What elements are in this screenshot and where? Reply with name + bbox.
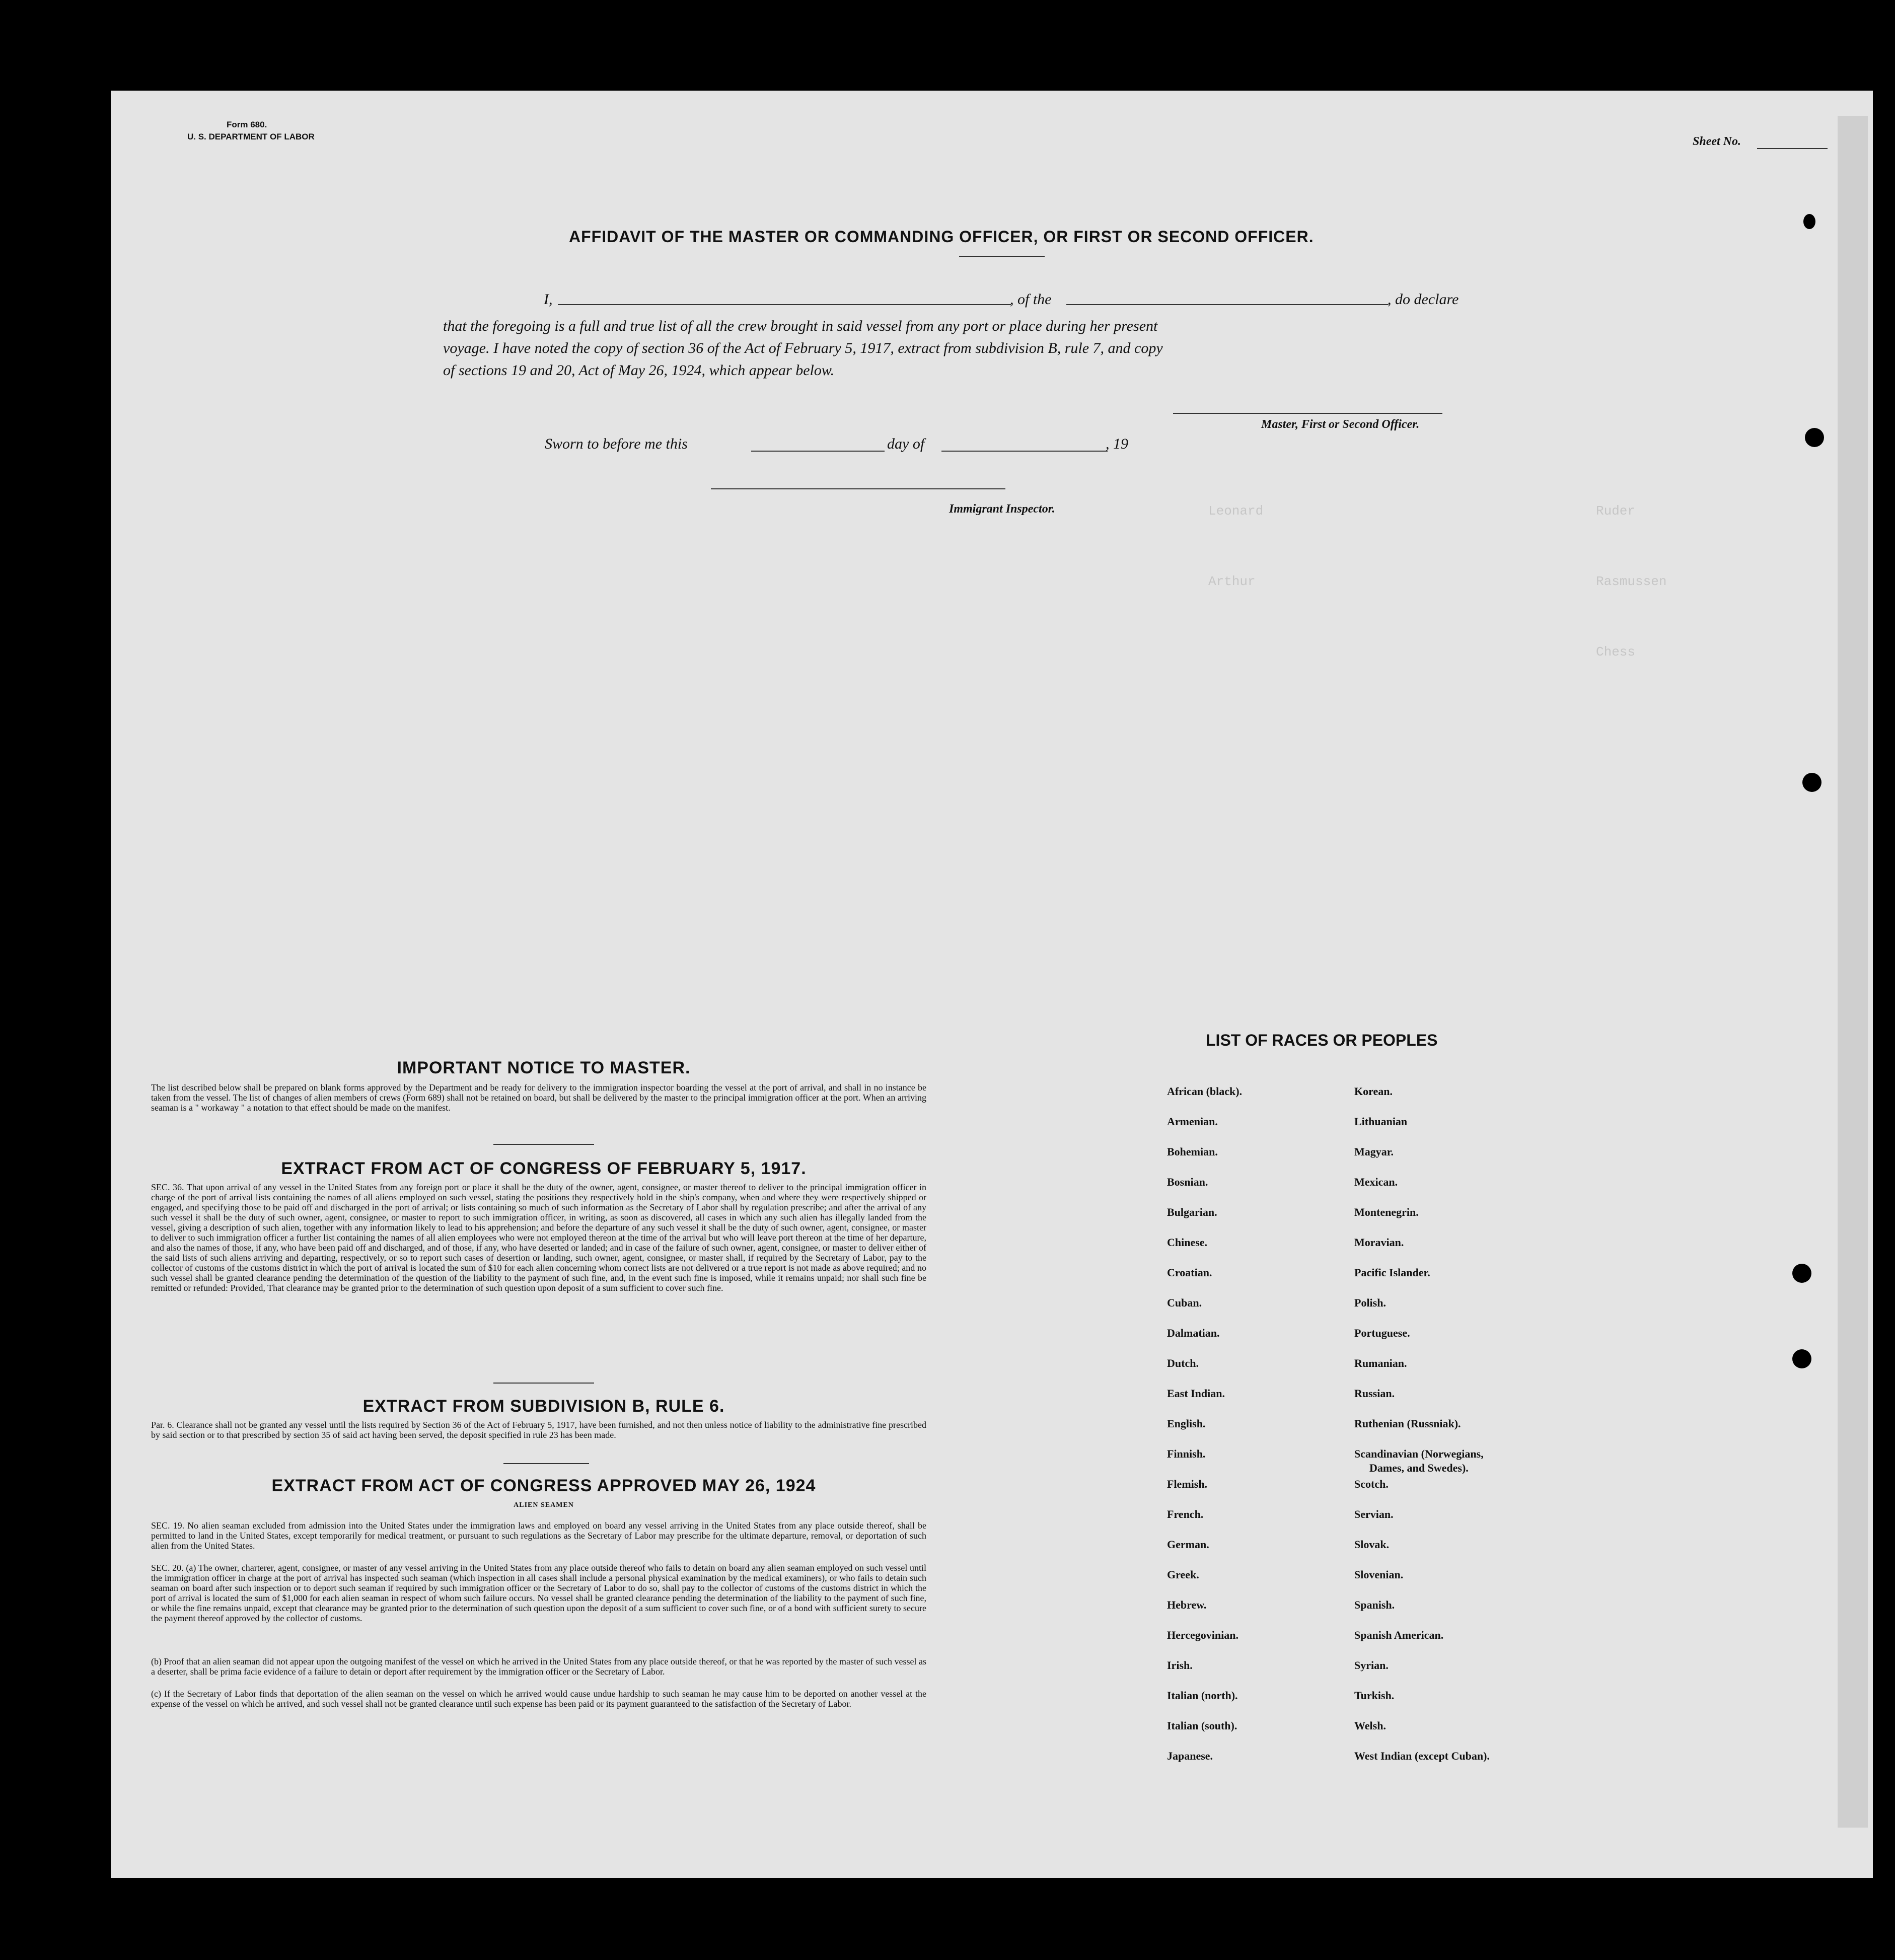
race-item: East Indian.: [1167, 1387, 1225, 1400]
race-item: Bohemian.: [1167, 1145, 1218, 1158]
race-item: Welsh.: [1354, 1719, 1386, 1732]
notice-text: The list described below shall be prepared on blank forms approved by the Department and be ready for delivery to the immigration inspector boarding the vessel at the port of arrival, and shall in no instance be taken from the vessel. The list of changes of alien members of crews (Form 689) shall not be retained on board, but shall be delivered by the master to the principal immigration officer at the port. When an arriving seaman is a " workaway " a notation to that effect should be made on the manifest.: [151, 1082, 926, 1113]
race-item: Finnish.: [1167, 1447, 1206, 1460]
extract-1924-subtitle: ALIEN SEAMEN: [514, 1501, 574, 1509]
sworn-month-line[interactable]: [941, 451, 1108, 452]
divider: [493, 1383, 594, 1384]
race-item: Korean.: [1354, 1085, 1393, 1098]
page-edge: [1838, 116, 1868, 1828]
race-item: African (black).: [1167, 1085, 1243, 1098]
race-item: Italian (north).: [1167, 1689, 1238, 1702]
inspector-signature-line[interactable]: [711, 488, 1005, 489]
affidavit-line-3: voyage. I have noted the copy of section 36 of the Act of February 5, 1917, extract from subdivision B, rule 7, and copy: [443, 340, 1163, 356]
affidavit-title: AFFIDAVIT OF THE MASTER OR COMMANDING OFFICER, OR FIRST OR SECOND OFFICER.: [569, 228, 1314, 246]
affidavit-of-the: , of the: [1010, 291, 1052, 308]
divider: [503, 1463, 589, 1464]
race-item: Armenian.: [1167, 1115, 1218, 1128]
race-item: Russian.: [1354, 1387, 1395, 1400]
punch-hole: [1802, 773, 1821, 792]
race-item: Moravian.: [1354, 1236, 1404, 1249]
extract-rule-text: Par. 6. Clearance shall not be granted any vessel until the lists required by Section 36 of the Act of February 5, 1917, have been furnished, and not then unless notice of liability to the administrative fine prescribed by said section or to that prescribed by section 35 of said act having been served, the deposit specified in rule 23 has been made.: [151, 1420, 926, 1440]
race-item: Pacific Islander.: [1354, 1266, 1430, 1279]
race-item: West Indian (except Cuban).: [1354, 1750, 1490, 1762]
race-item: Italian (south).: [1167, 1719, 1237, 1732]
extract-rule-title: EXTRACT FROM SUBDIVISION B, RULE 6.: [362, 1397, 725, 1416]
race-item: Flemish.: [1167, 1478, 1208, 1490]
race-item: Hebrew.: [1167, 1599, 1207, 1611]
punch-hole: [1803, 214, 1815, 229]
race-item: Turkish.: [1354, 1689, 1395, 1702]
department-name: U. S. DEPARTMENT OF LABOR: [187, 132, 315, 141]
bleed-through-text: Ruder: [1596, 503, 1636, 519]
inspector-label: Immigrant Inspector.: [949, 502, 1055, 516]
race-item: Mexican.: [1354, 1176, 1398, 1188]
race-item: Magyar.: [1354, 1145, 1394, 1158]
race-item: Portuguese.: [1354, 1327, 1410, 1339]
form-number: Form 680.: [227, 120, 267, 129]
extract-1924-title: EXTRACT FROM ACT OF CONGRESS APPROVED MAY 26, 1924: [271, 1476, 816, 1495]
notice-title: IMPORTANT NOTICE TO MASTER.: [397, 1058, 691, 1077]
race-item: Lithuanian: [1354, 1115, 1408, 1128]
race-item: Dames, and Swedes).: [1369, 1462, 1469, 1474]
race-item: Spanish American.: [1354, 1629, 1444, 1641]
vessel-line[interactable]: [1066, 304, 1389, 305]
bleed-through-text: Chess: [1596, 644, 1636, 660]
sworn-label: Sworn to before me this: [545, 435, 688, 452]
race-item: Dutch.: [1167, 1357, 1199, 1369]
bleed-through-text: Arthur: [1208, 574, 1256, 589]
race-item: Slovenian.: [1354, 1568, 1404, 1581]
race-item: Bosnian.: [1167, 1176, 1208, 1188]
master-signature-line[interactable]: [1173, 413, 1442, 414]
section-20c-text: (c) If the Secretary of Labor finds that deportation of the alien seaman on the vessel on which he arrived would cause undue hardship to such seaman he may cause him to be deported on another vessel at the expense of the vessel on which he arrived, and such vessel shall not be granted clearance until such expense has been paid or its payment guaranteed to the satisfaction of the Secretary of Labor.: [151, 1689, 926, 1709]
affidavit-i-label: I,: [544, 291, 553, 308]
affidavit-line-4: of sections 19 and 20, Act of May 26, 1924, which appear below.: [443, 362, 835, 379]
race-item: Hercegovinian.: [1167, 1629, 1238, 1641]
punch-hole: [1805, 428, 1824, 447]
race-item: Spanish.: [1354, 1599, 1395, 1611]
race-item: Dalmatian.: [1167, 1327, 1220, 1339]
divider: [959, 256, 1045, 257]
divider: [493, 1144, 594, 1145]
race-item: Syrian.: [1354, 1659, 1389, 1672]
day-of-label: day of: [887, 435, 925, 452]
race-item: Servian.: [1354, 1508, 1394, 1520]
race-item: Croatian.: [1167, 1266, 1212, 1279]
punch-hole: [1792, 1264, 1811, 1283]
race-item: Japanese.: [1167, 1750, 1213, 1762]
bleed-through-text: Rasmussen: [1596, 574, 1667, 589]
bleed-through-text: Leonard: [1208, 503, 1264, 519]
extract-1917-text: SEC. 36. That upon arrival of any vessel in the United States from any foreign port or place it shall be the duty of the owner, agent, consignee, or master thereof to deliver to the principal immigration officer in charge of the port of arrival lists containing the names of all aliens employed on such vessel, stating the positions they respectively hold in the ship's company, when and where they were respectively shipped or engaged, and specifying those to be paid off and discharged in the port of arrival; or lists containing so much of such information as the Secretary of Labor shall by regulation prescribe; and after the arrival of any such vessel it shall be the duty of such owner, agent, consignee, or master to report to such immigration officer, in writing, as soon as discovered, all cases in which any such alien has illegally landed from the vessel, giving a description of such alien, together with any information likely to lead to his apprehension; and before the departure of any such vessel it shall be the duty of such owner, agent, consignee, or master to deliver to such immigration officer a further list containing the names of all alien employees who were not employed thereon at the time of the arrival but who will leave port thereon at the time of her departure, and also the names of those, if any, who have been paid off and discharged, and of those, if any, who have deserted or landed; and in case of the failure of such owner, agent, consignee, or master to deliver either of the said lists of such aliens arriving and departing, respectively, or so to report such cases of desertion or landing, such owner, agent, consignee, or master shall, if required by the Secretary of Labor, pay to the collector of customs of the customs district in which the port of arrival is located the sum of $10 for each alien concerning whom correct lists are not delivered or a true report is not made as above required; and no such vessel shall be granted clearance pending the determination of the question of the liability to the payment of such fine, and, in the event such fine is imposed, while it remains unpaid; nor shall such fine be remitted or refunded: Provided, That clearance may be granted prior to the determination of such question upon deposit of a sum sufficient to cover such fine.: [151, 1182, 926, 1293]
race-item: Slovak.: [1354, 1538, 1390, 1551]
year-label: , 19: [1106, 435, 1128, 452]
race-item: English.: [1167, 1417, 1206, 1430]
race-item: Bulgarian.: [1167, 1206, 1217, 1218]
section-20a-text: SEC. 20. (a) The owner, charterer, agent, consignee, or master of any vessel arriving in the United States from any place outside thereof who fails to detain on board any alien seaman employed on such vessel until the immigration officer in charge at the port of arrival has inspected such seaman (which inspection in all cases shall include a personal physical examination by the medical examiners), or who fails to detain such seaman on board after such inspection or to deport such seaman if required by such immigration officer or the Secretary of Labor to do so, shall pay to the collector of customs of the customs district in which the port of arrival is located the sum of $1,000 for each alien seaman in respect of whom such failure occurs. No vessel shall be granted clearance pending the determination of the liability to the payment of such fine, or while the fine remains unpaid, except that clearance may be granted prior to the determination of such question upon the deposit of a sum sufficient to cover such fine, or of a bond with sufficient surety to secure the payment thereof approved by the collector of customs.: [151, 1563, 926, 1623]
race-item: Irish.: [1167, 1659, 1193, 1672]
sworn-day-line[interactable]: [751, 451, 885, 452]
sheet-number-line: [1757, 148, 1828, 149]
affidavit-line-2: that the foregoing is a full and true list of all the crew brought in said vessel from any port or place during her present: [443, 318, 1158, 334]
race-item: Cuban.: [1167, 1296, 1202, 1309]
section-19-text: SEC. 19. No alien seaman excluded from admission into the United States under the immigration laws and employed on board any vessel arriving in the United States from any place outside thereof, shall be permitted to land in the United States, except temporarily for medical treatment, or pursuant to such regulations as the Secretary of Labor may prescribe for the ultimate departure, removal, or deportation of such alien from the United States.: [151, 1520, 926, 1551]
name-line[interactable]: [558, 304, 1011, 305]
race-item: Rumanian.: [1354, 1357, 1407, 1369]
race-item: Ruthenian (Russniak).: [1354, 1417, 1461, 1430]
race-item: Montenegrin.: [1354, 1206, 1419, 1218]
races-title: LIST OF RACES OR PEOPLES: [1206, 1031, 1438, 1049]
race-item: German.: [1167, 1538, 1209, 1551]
master-signature-label: Master, First or Second Officer.: [1261, 418, 1420, 431]
race-item: Scandinavian (Norwegians,: [1354, 1447, 1484, 1460]
punch-hole: [1792, 1349, 1811, 1368]
race-item: Scotch.: [1354, 1478, 1389, 1490]
race-item: Greek.: [1167, 1568, 1199, 1581]
extract-1917-title: EXTRACT FROM ACT OF CONGRESS OF FEBRUARY 5, 1917.: [281, 1159, 807, 1178]
affidavit-declare: , do declare: [1388, 291, 1459, 308]
sheet-number-label: Sheet No.: [1693, 135, 1741, 148]
race-item: Chinese.: [1167, 1236, 1208, 1249]
race-item: French.: [1167, 1508, 1204, 1520]
race-item: Polish.: [1354, 1296, 1386, 1309]
section-20b-text: (b) Proof that an alien seaman did not appear upon the outgoing manifest of the vessel on which he arrived in the United States from any place outside thereof, or that he was reported by the master of such vessel as a deserter, shall be prima facie evidence of a failure to detain or deport after requirement by the immigration officer or the Secretary of Labor.: [151, 1656, 926, 1677]
